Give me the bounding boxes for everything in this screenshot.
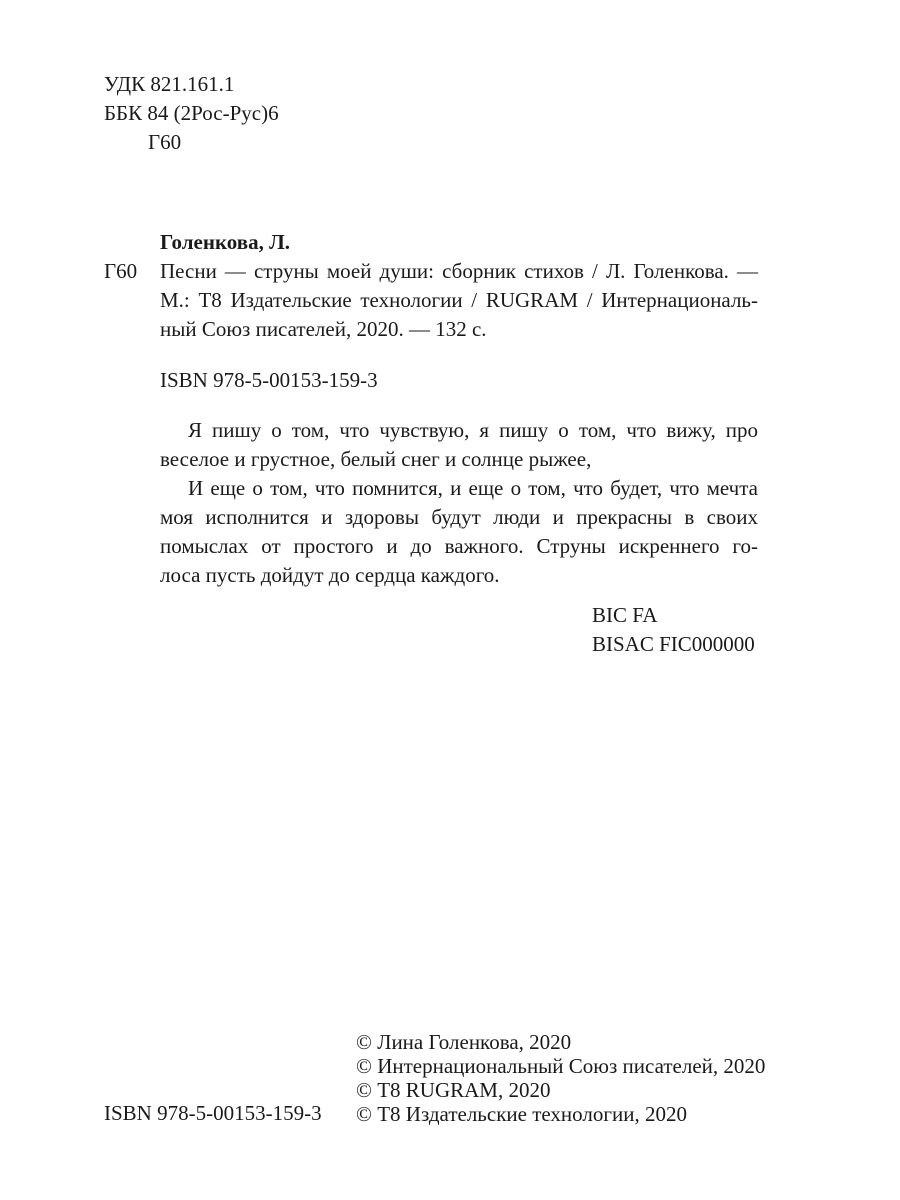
- bibliographic-description: [160, 257, 758, 344]
- record-author: Голенкова, Л.: [160, 230, 290, 254]
- copyright-block: [356, 1030, 765, 1126]
- record-author-mark: Г60: [104, 259, 138, 283]
- annotation-line: веселое и грустное, белый снег и солнце рыжее,: [160, 447, 592, 471]
- record-isbn: ISBN 978-5-00153-159-3: [160, 368, 378, 392]
- footer-isbn: ISBN 978-5-00153-159-3: [104, 1101, 322, 1125]
- biblio-line: Песни — струны моей души: сборник стихов / Л. Голенкова. —: [160, 259, 758, 283]
- bic-code: BIC FA: [592, 603, 658, 627]
- copyright-line: © Интернациональный Союз писателей, 2020: [356, 1054, 766, 1078]
- annotation-line: Я пишу о том, что чувствую, я пишу о том, что вижу, про: [188, 418, 758, 442]
- annotation-line: лоса пусть дойдут до сердца каждого.: [160, 563, 500, 587]
- classification-codes: [104, 70, 279, 157]
- biblio-line: М.: Т8 Издательские технологии / RUGRAM / Интернациональ-: [160, 288, 758, 312]
- author-mark: Г60: [148, 130, 182, 154]
- bbk-code: ББК 84 (2Рос-Рус)6: [104, 101, 279, 125]
- annotation-line: моя исполнится и здоровы будут люди и прекрасны в своих: [160, 505, 758, 529]
- biblio-line: ный Союз писателей, 2020. — 132 с.: [160, 317, 487, 341]
- udk-code: УДК 821.161.1: [104, 72, 235, 96]
- copyright-line: © Лина Голенкова, 2020: [356, 1030, 572, 1054]
- bisac-code: BISAC FIC000000: [592, 632, 755, 656]
- copyright-line: © Т8 RUGRAM, 2020: [356, 1078, 551, 1102]
- copyright-line: © Т8 Издательские технологии, 2020: [356, 1102, 687, 1126]
- annotation-line: И еще о том, что помнится, и еще о том, что будет, что мечта: [188, 476, 758, 500]
- subject-codes: [592, 601, 755, 659]
- annotation: [160, 416, 758, 590]
- annotation-line: помыслах от простого и до важного. Струны искреннего го-: [160, 534, 758, 558]
